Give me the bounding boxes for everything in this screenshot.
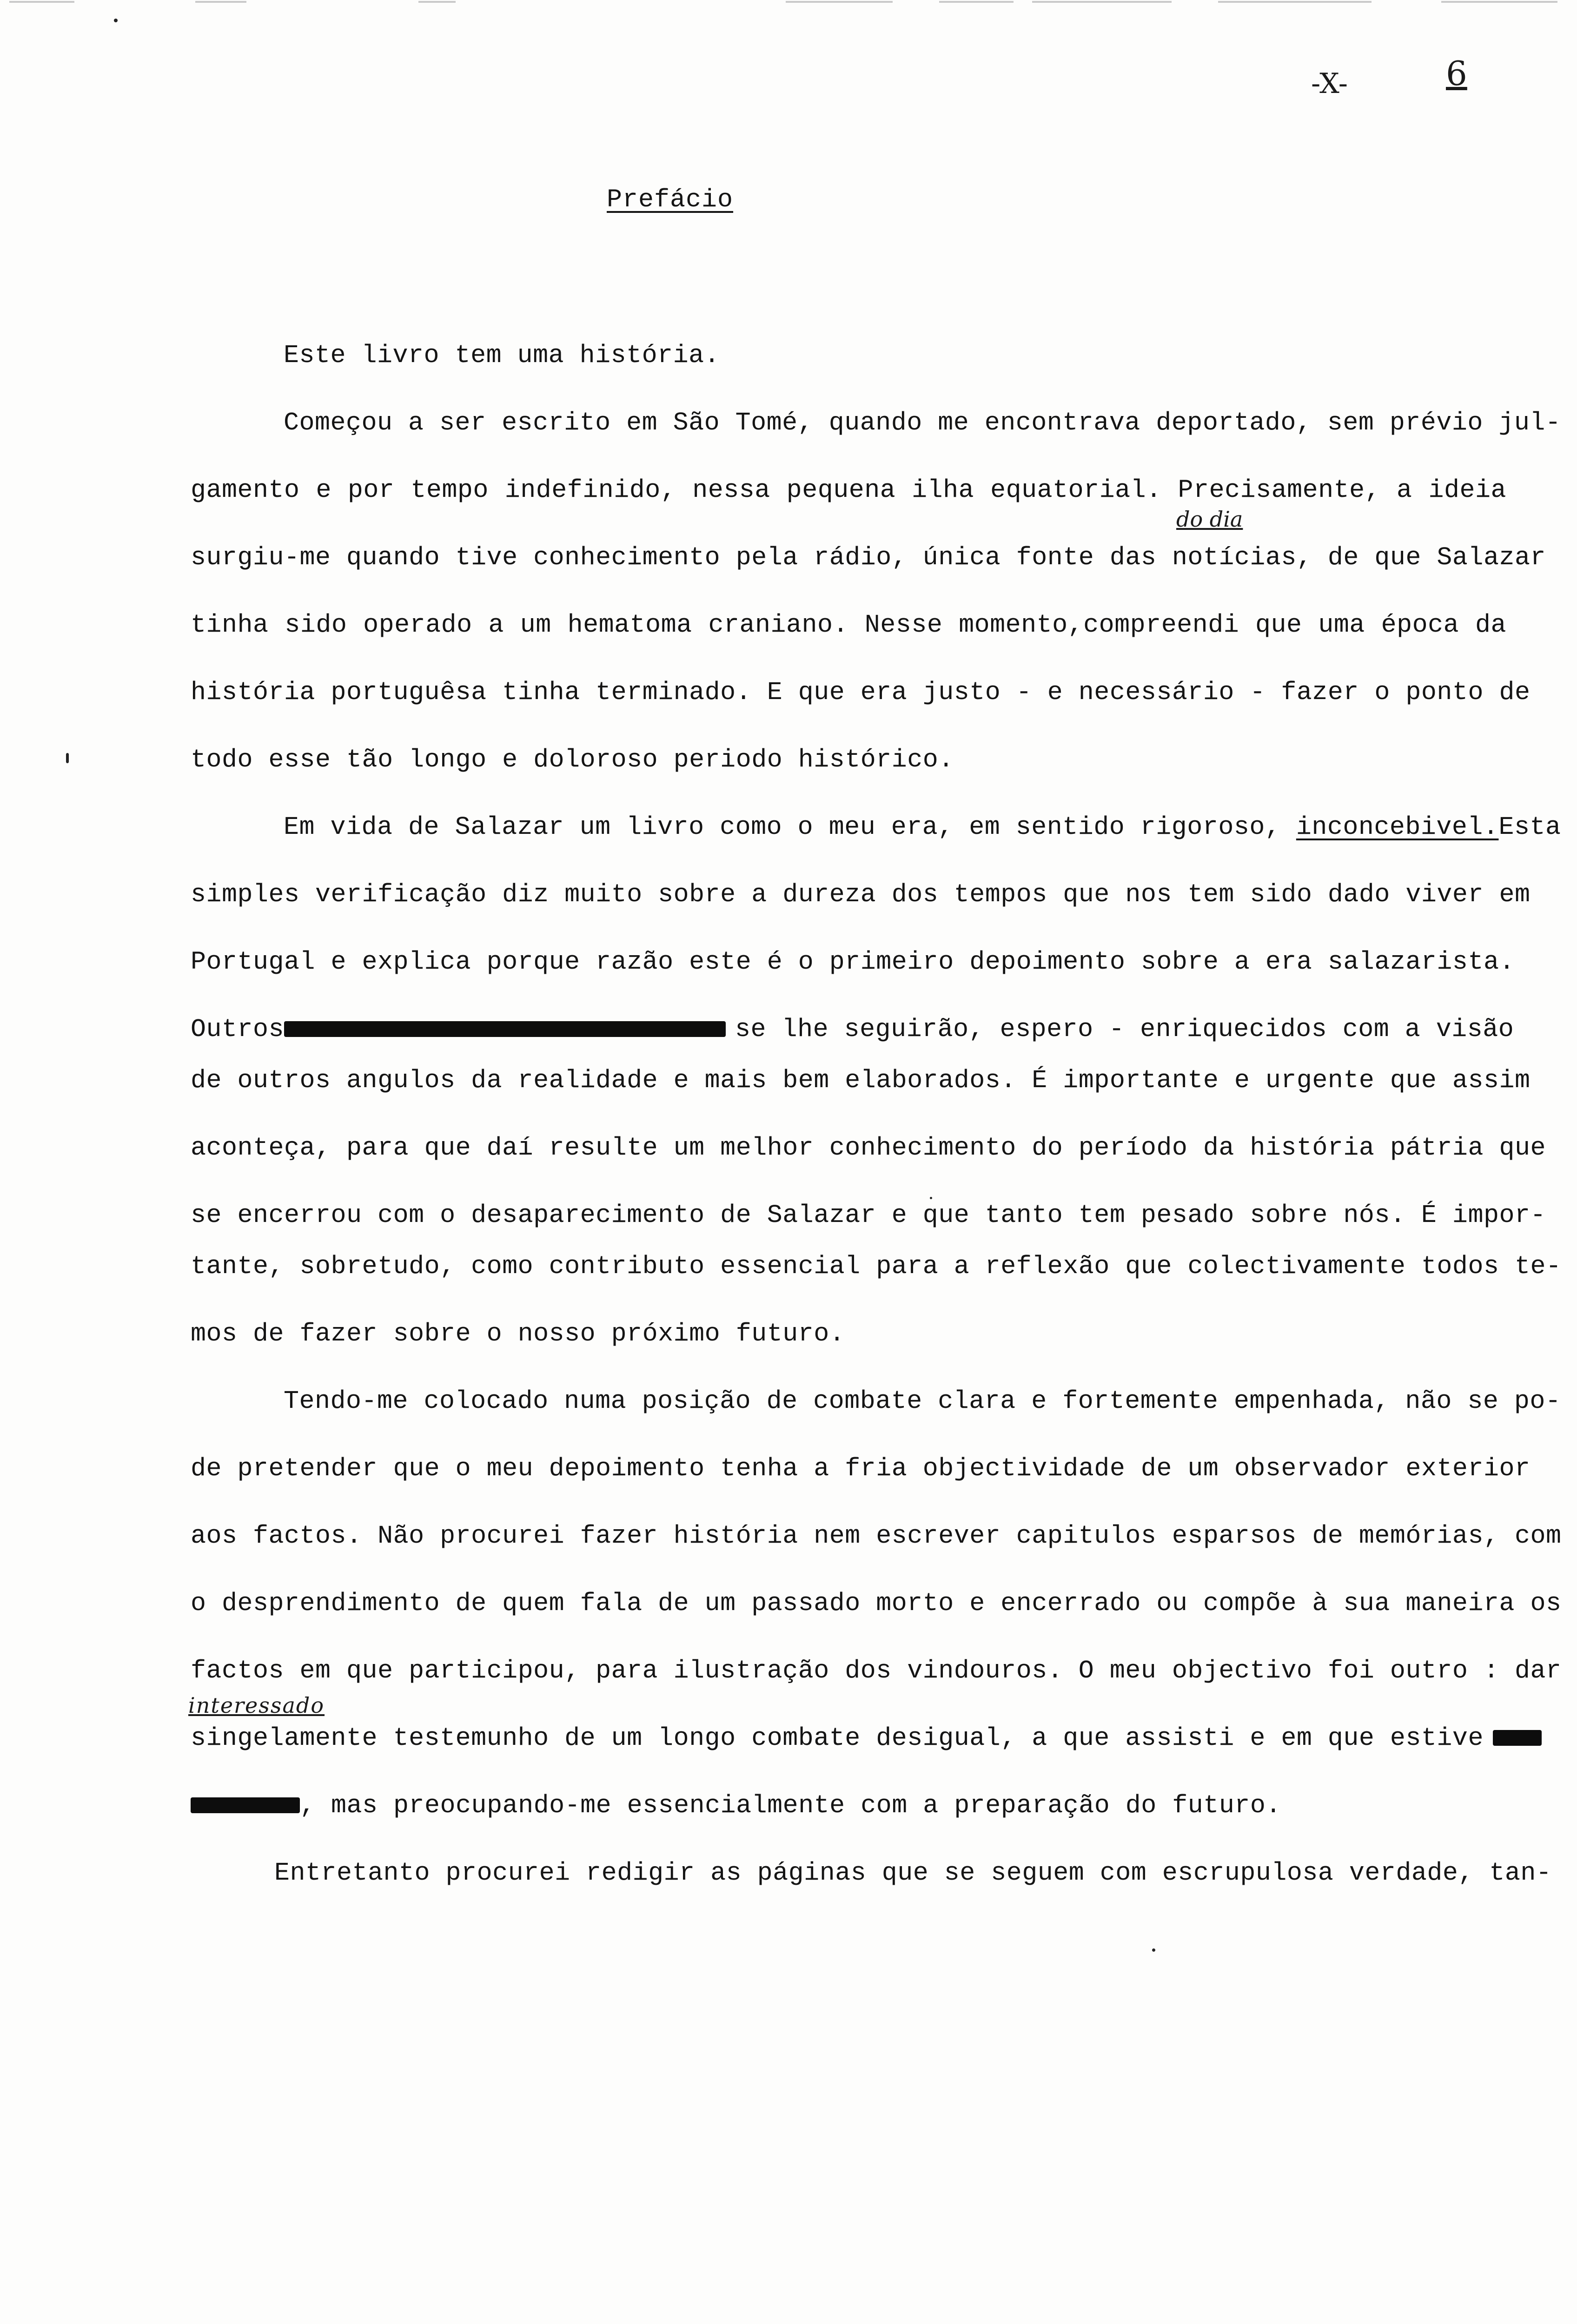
corner-mark-right: 6	[1446, 54, 1467, 93]
text-line: de outros angulos da realidade e mais bem elaborados. É importante e urgente que assim	[191, 1066, 1531, 1095]
underlined-word: inconcebivel.	[1296, 812, 1499, 842]
text-segment: se lhe seguirão, espero - enriquecidos com a visão	[735, 1015, 1514, 1044]
text-line: de pretender que o meu depoimento tenha a fria objectividade de um observador exterior	[191, 1454, 1531, 1483]
redaction-bar	[284, 1021, 726, 1037]
handwritten-insert-interessado: interessado	[188, 1693, 325, 1718]
text-segment: , mas preocupando-me essencialmente com a preparação do futuro.	[300, 1791, 1281, 1820]
page-title: Prefácio	[607, 185, 734, 214]
text-line: Começou a ser escrito em São Tomé, quando me encontrava deportado, sem prévio jul-	[284, 408, 1561, 437]
redaction-bar	[191, 1797, 300, 1813]
handwritten-insert-do-dia: do dia	[1176, 507, 1243, 532]
text-line: mos de fazer sobre o nosso próximo futuro.	[191, 1319, 845, 1348]
text-line-with-underline	[284, 811, 1561, 844]
text-line-with-redaction	[191, 1722, 1506, 1755]
scan-speck	[1152, 1948, 1155, 1952]
text-line: Este livro tem uma história.	[284, 341, 720, 370]
text-line: factos em que participou, para ilustração dos vindouros. O meu objectivo foi outro : dar	[191, 1656, 1562, 1685]
text-line: todo esse tão longo e doloroso periodo histórico.	[191, 745, 954, 774]
scan-artifact	[1441, 1, 1557, 3]
scan-artifact	[939, 1, 1014, 3]
corner-mark-left: -X-	[1311, 67, 1348, 100]
text-segment: singelamente testemunho de um longo combate desigual, a que assisti e em que estive	[191, 1723, 1484, 1753]
text-line: Tendo-me colocado numa posição de combate clara e fortemente empenhada, não se po-	[284, 1386, 1561, 1416]
scan-speck	[114, 19, 118, 22]
text-line: Entretanto procurei redigir as páginas que se seguem com escrupulosa verdade, tan-	[274, 1858, 1552, 1888]
text-line: gamento e por tempo indefinido, nessa pequena ilha equatorial. Precisamente, a ideia	[191, 475, 1506, 505]
text-line: tinha sido operado a um hematoma craniano. Nesse momento,compreendi que uma época da	[191, 610, 1506, 640]
scan-artifact	[1032, 1, 1172, 3]
text-line: aos factos. Não procurei fazer história nem escrever capitulos esparsos de memórias, com	[191, 1521, 1562, 1551]
scan-artifact	[9, 1, 74, 3]
text-line: história portuguêsa tinha terminado. E que era justo - e necessário - fazer o ponto de	[191, 678, 1531, 707]
text-line: simples verificação diz muito sobre a dureza dos tempos que nos tem sido dado viver em	[191, 880, 1531, 909]
scan-artifact	[786, 1, 893, 3]
text-line: o desprendimento de quem fala de um passado morto e encerrado ou compõe à sua maneira os	[191, 1589, 1562, 1618]
text-line: tante, sobretudo, como contributo essencial para a reflexão que colectivamente todos te-	[191, 1252, 1562, 1281]
text-segment: Esta	[1498, 812, 1561, 842]
redaction-bar	[1493, 1730, 1542, 1746]
text-line: aconteça, para que daí resulte um melhor conhecimento do período da história pátria que	[191, 1133, 1546, 1162]
text-segment: Outros	[191, 1015, 285, 1044]
text-line: surgiu-me quando tive conhecimento pela rádio, única fonte das notícias, de que Salazar	[191, 543, 1546, 572]
text-line: Portugal e explica porque razão este é o primeiro depoimento sobre a era salazarista.	[191, 947, 1515, 977]
scan-speck	[66, 753, 69, 763]
scan-artifact	[195, 1, 246, 3]
scan-artifact	[418, 1, 456, 3]
text-segment: Em vida de Salazar um livro como o meu era, em sentido rigoroso,	[284, 812, 1281, 842]
text-line-with-redaction	[191, 1013, 1514, 1046]
text-line-with-redaction	[191, 1789, 1506, 1822]
text-line: se encerrou com o desaparecimento de Salazar e que tanto tem pesado sobre nós. É impor-	[191, 1201, 1546, 1230]
scan-artifact	[1218, 1, 1372, 3]
